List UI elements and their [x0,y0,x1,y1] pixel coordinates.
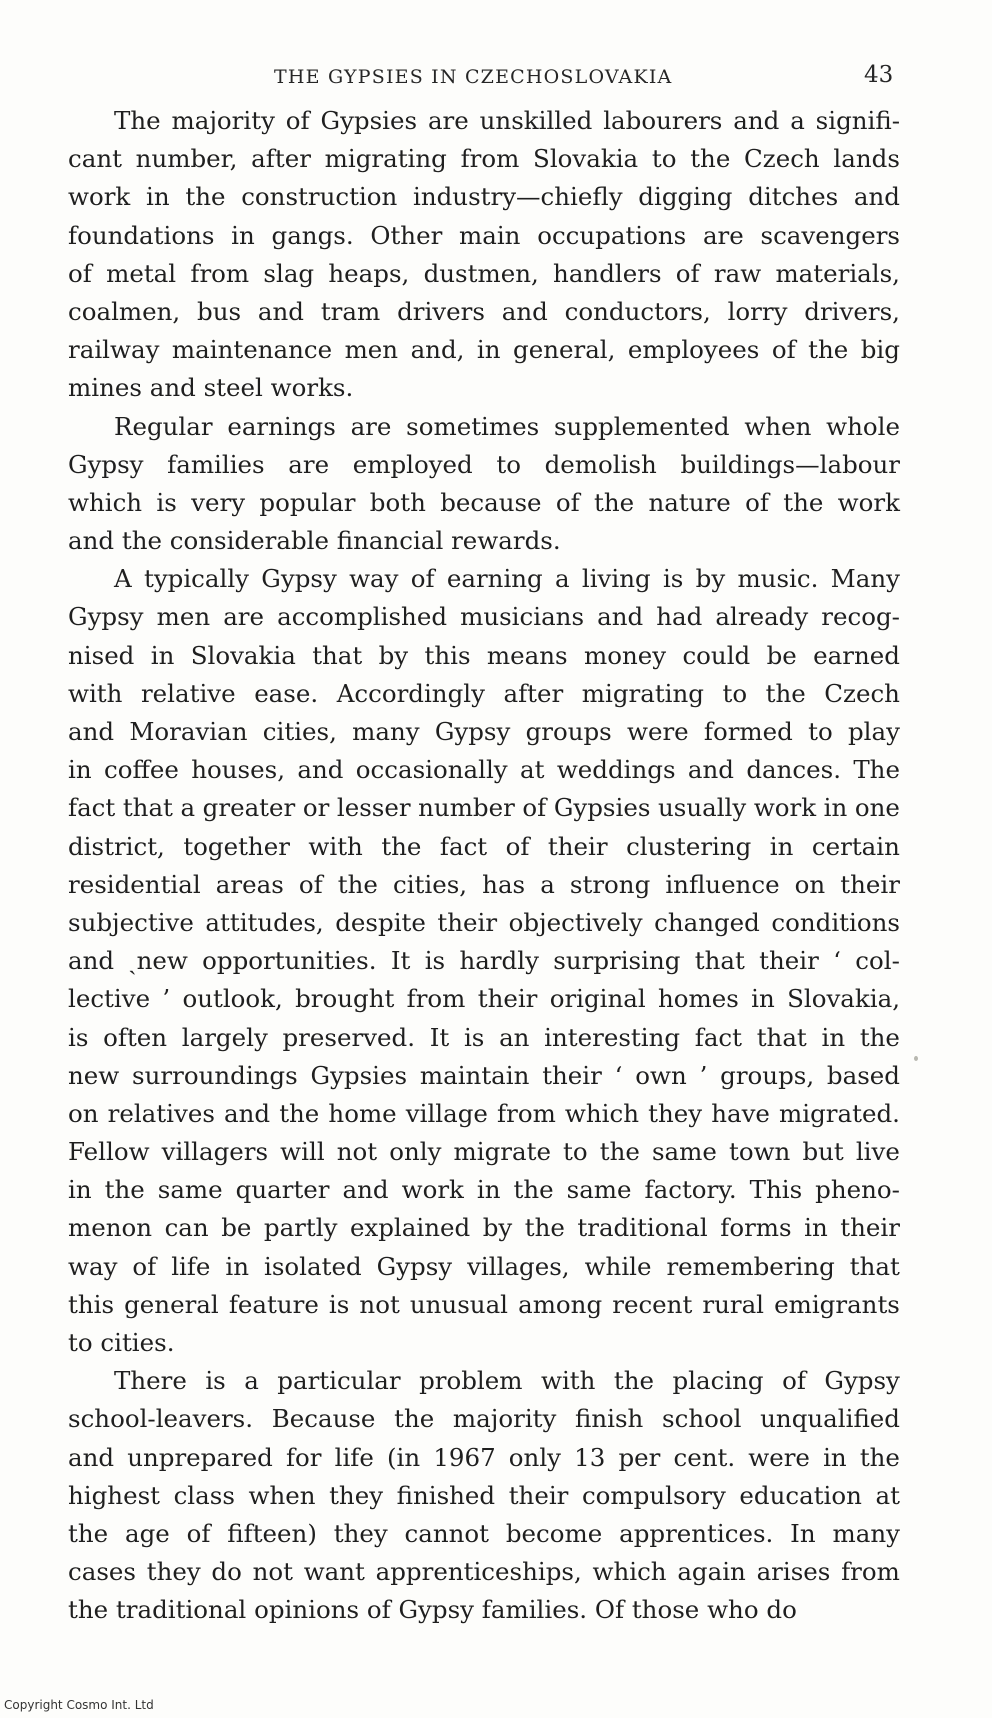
text-line: way of life in isolated Gypsy villages, while remembering that [68,1251,900,1281]
page-header [0,58,992,98]
text-line: A typically Gypsy way of earning a living is by music. Many [114,564,900,594]
text-line: Gypsy families are employed to demolish buildings—labour [68,449,900,479]
text-line: school-leavers. Because the majority finish school unqualified [68,1404,900,1434]
text-line: highest class when they finished their compulsory education at [68,1480,900,1510]
text-line: nised in Slovakia that by this means money could be earned [68,640,900,670]
text-line: is often largely preserved. It is an interesting fact that in the [68,1022,900,1052]
body-text [68,102,900,1630]
paragraph [68,408,900,561]
text-line: on relatives and the home village from which they have migrated. [68,1098,900,1128]
text-line: lective ’ outlook, brought from their original homes in Slovakia, [68,984,900,1014]
paragraph [68,1362,900,1629]
page-number: 43 [864,62,894,88]
text-line: the age of fifteen) they cannot become apprentices. In many [68,1518,900,1548]
text-line: in coffee houses, and occasionally at weddings and dances. The [68,755,900,785]
text-line: of metal from slag heaps, dustmen, handlers of raw materials, [68,258,900,288]
text-line: Regular earnings are sometimes supplemented when whole [114,411,900,441]
paper-speck [914,1056,918,1061]
text-line: railway maintenance men and, in general, employees of the big [68,335,900,365]
text-line: mines and steel works. [68,373,354,403]
text-line: with relative ease. Accordingly after migrating to the Czech [68,678,900,708]
copyright-notice: Copyright Cosmo Int. Ltd [4,1698,154,1712]
paragraph [68,560,900,1362]
text-line: menon can be partly explained by the traditional forms in their [68,1213,900,1243]
text-line: coalmen, bus and tram drivers and conductors, lorry drivers, [68,296,900,326]
text-line: Gypsy men are accomplished musicians and had already recog- [68,602,900,632]
text-line: the traditional opinions of Gypsy families. Of those who do [68,1595,797,1625]
text-line: foundations in gangs. Other main occupations are scavengers [68,220,900,250]
running-title: THE GYPSIES IN CZECHOSLOVAKIA [274,66,673,88]
text-line: which is very popular both because of the nature of the work [68,487,900,517]
text-line: and unprepared for life (in 1967 only 13 per cent. were in the [68,1442,900,1472]
text-line: There is a particular problem with the placing of Gypsy [114,1366,900,1396]
text-line: and Moravian cities, many Gypsy groups were formed to play [68,717,900,746]
text-line: and ˎnew opportunities. It is hardly surprising that their ‘ col- [68,946,900,976]
text-line: work in the construction industry—chiefly digging ditches and [68,182,900,212]
text-line: subjective attitudes, despite their objectively changed conditions [68,907,900,937]
text-line: cant number, after migrating from Slovakia to the Czech lands [68,144,900,174]
text-line: residential areas of the cities, has a strong influence on their [68,869,900,899]
text-line: Fellow villagers will not only migrate to the same town but live [68,1137,900,1167]
text-line: new surroundings Gypsies maintain their ‘ own ’ groups, based [68,1060,900,1090]
text-line: The majority of Gypsies are unskilled labourers and a signifi- [114,106,900,135]
text-line: district, together with the fact of their clustering in certain [68,831,900,861]
paragraph [68,102,900,408]
text-line: fact that a greater or lesser number of Gypsies usually work in one [68,793,900,823]
text-line: in the same quarter and work in the same factory. This pheno- [68,1175,900,1205]
text-line: cases they do not want apprenticeships, which again arises from [68,1557,900,1587]
text-line: this general feature is not unusual among recent rural emigrants [68,1289,900,1319]
text-line: to cities. [68,1328,175,1357]
text-line: and the considerable financial rewards. [68,526,561,556]
